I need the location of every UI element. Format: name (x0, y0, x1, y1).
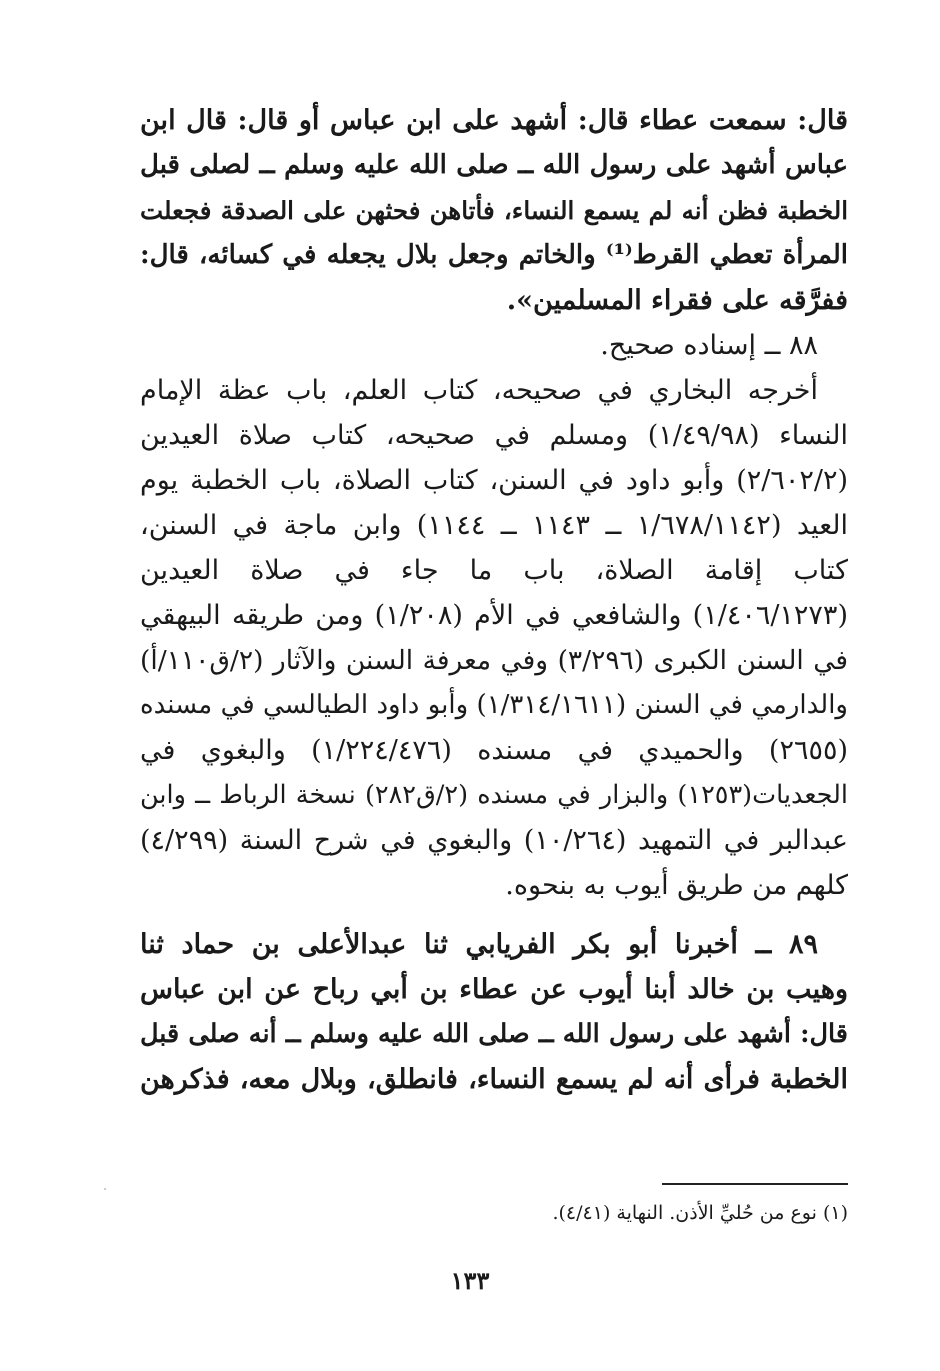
page-number: ١٣٣ (450, 1266, 490, 1295)
text-line: كلهم من طريق أيوب به بنحوه. (505, 870, 848, 901)
text-line: وهيب بن خالد أبنا أيوب عن عطاء بن أبي رباح عن ابن عباس (140, 974, 848, 1005)
text-line: قال: أشهد على رسول الله ــ صلى الله عليه وسلم ــ أنه صلى قبل (140, 1019, 848, 1049)
hadith-paragraph-89 (140, 922, 848, 1102)
text-line: أخرجه البخاري في صحيحه، كتاب العلم، باب عظة الإمام (140, 375, 818, 406)
text-line: النساء (١/٤٩/٩٨) ومسلم في صحيحه، كتاب صلاة العيدين (140, 420, 848, 451)
takhrij-88 (140, 323, 848, 908)
text-line: المرأة تعطي القرط⁽¹⁾ والخاتم وجعل بلال يجعله في كسائه، قال: (140, 240, 848, 270)
text-line: الخطبة فظن أنه لم يسمع النساء، فأتاهن فحثهن على الصدقة فجعلت (140, 196, 848, 225)
text-line: عبدالبر في التمهيد (١٠/٢٦٤) والبغوي في شرح السنة (٤/٢٩٩) (140, 825, 848, 856)
page-body (140, 98, 848, 1102)
text-line: كتاب إقامة الصلاة، باب ما جاء في صلاة العيدين (140, 555, 848, 586)
text-line: الخطبة فرأى أنه لم يسمع النساء، فانطلق، وبلال معه، فذكرهن (140, 1064, 848, 1095)
text-line: والدارمي في السنن (١/٣١٤/١٦١١) وأبو داود الطيالسي في مسنده (140, 690, 848, 720)
text-line: في السنن الكبرى (٣/٢٩٦) وفي معرفة السنن والآثار (٢/ق١١٠/أ) (140, 645, 848, 676)
footnote-divider (662, 1183, 848, 1185)
hadith-paragraph-continued (140, 98, 848, 323)
scan-speck (104, 1188, 106, 1190)
text-line: الجعديات(١٢٥٣) والبزار في مسنده (٢/ق٢٨٢) نسخة الرباط ــ وابن (140, 780, 848, 810)
text-line: عباس أشهد على رسول الله ــ صلى الله عليه وسلم ــ لصلى قبل (140, 150, 848, 180)
text-line: (٢/٦٠٢/٢) وأبو داود في السنن، كتاب الصلاة، باب الخطبة يوم (140, 465, 848, 496)
footnote: (١) نوع من حُليِّ الأذن. النهاية (٤/٤١). (552, 1202, 848, 1224)
text-line: ٨٩ ــ أخبرنا أبو بكر الفريابي ثنا عبدالأعلى بن حماد ثنا (140, 929, 818, 960)
text-line: العيد (١/٦٧٨/١١٤٢ ــ ١١٤٣ ــ ١١٤٤) وابن ماجة في السنن، (140, 510, 848, 541)
takhrij-heading: ٨٨ ــ إسناده صحيح. (600, 330, 818, 361)
text-line: (٢٦٥٥) والحميدي في مسنده (١/٢٢٤/٤٧٦) والبغوي في (140, 735, 848, 766)
text-line: قال: سمعت عطاء قال: أشهد على ابن عباس أو قال: قال ابن (140, 105, 848, 136)
text-line: (١/٤٠٦/١٢٧٣) والشافعي في الأم (١/٢٠٨) ومن طريقه البيهقي (140, 600, 848, 631)
text-line: ففرَّقه على فقراء المسلمين». (506, 285, 848, 316)
